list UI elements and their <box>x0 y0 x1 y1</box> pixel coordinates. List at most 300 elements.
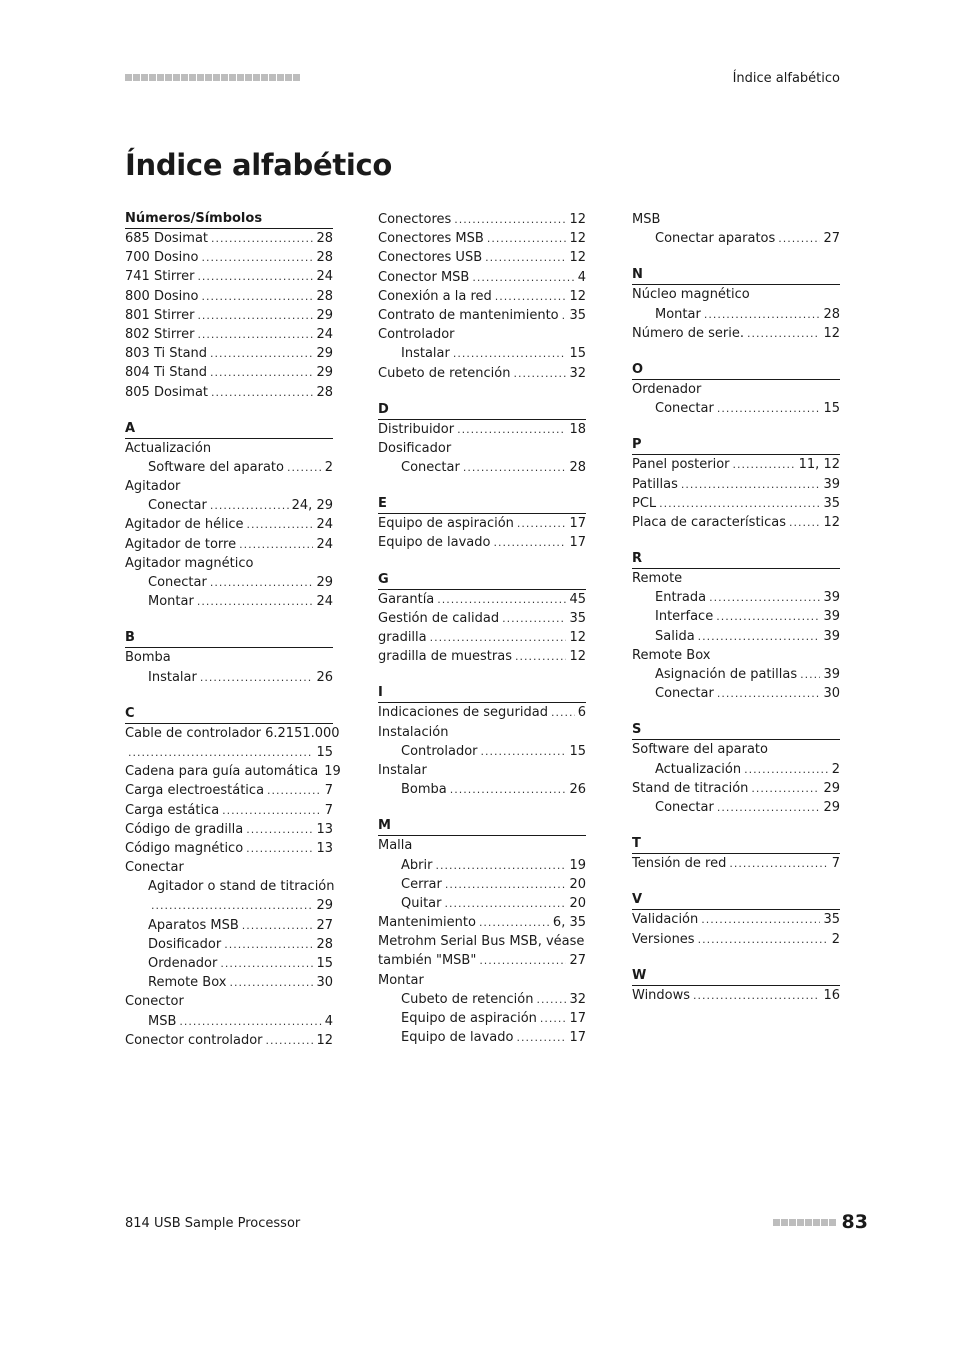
entry-page: 30 <box>316 975 333 991</box>
entry-page: 20 <box>569 895 586 911</box>
entry-term: Conectar <box>401 460 460 476</box>
entry-page: 29 <box>316 365 333 381</box>
index-entry <box>632 494 840 513</box>
entry-page: 27 <box>316 917 333 933</box>
entry-page: 17 <box>569 1011 586 1026</box>
index-entry <box>125 992 333 1011</box>
index-section <box>125 629 333 686</box>
entry-term: 803 Ti Stand <box>125 346 208 362</box>
entry-term: Aparatos MSB <box>148 917 239 933</box>
dot-leader <box>479 913 550 932</box>
entry-term: MSB <box>632 212 661 227</box>
entry-term: Remote Box <box>148 975 227 991</box>
entry-page: 2 <box>831 931 840 947</box>
index-section <box>632 210 840 248</box>
entry-page: 12 <box>569 231 586 247</box>
index-entry <box>125 267 333 286</box>
index-section <box>125 420 333 612</box>
index-section <box>378 495 586 552</box>
index-section <box>378 210 586 383</box>
dot-leader <box>562 306 567 325</box>
dot-leader <box>698 627 821 646</box>
index-entry <box>125 229 333 248</box>
entry-page: 32 <box>569 365 586 381</box>
index-section <box>632 967 840 1005</box>
section-heading: Números/Símbolos <box>125 210 333 229</box>
index-subentry <box>378 742 586 761</box>
entry-page: 7 <box>324 783 333 799</box>
section-heading: I <box>378 684 586 703</box>
index-entry <box>632 740 840 759</box>
dot-leader <box>717 684 821 703</box>
index-entry <box>125 554 333 573</box>
entry-page: 4 <box>577 269 586 285</box>
index-entry <box>378 590 586 609</box>
entry-term: Bomba <box>401 782 447 798</box>
index-section <box>378 401 586 478</box>
entry-term: Agitador magnético <box>125 555 254 571</box>
index-subentry <box>125 496 333 515</box>
dot-leader <box>516 1028 566 1047</box>
index-entry <box>125 383 333 402</box>
entry-page: 24 <box>316 517 333 533</box>
entry-page: 15 <box>569 743 586 759</box>
entry-page: 28 <box>569 460 586 476</box>
entry-term: Software del aparato <box>632 742 768 758</box>
entry-term: Actualización <box>125 440 212 456</box>
entry-page: 39 <box>823 609 840 625</box>
entry-page: 29 <box>316 898 333 914</box>
entry-term: Conexión a la red <box>378 288 492 304</box>
entry-page: 35 <box>569 307 586 323</box>
index-entry <box>125 1031 333 1050</box>
dot-leader <box>495 287 567 306</box>
entry-term: Entrada <box>655 590 707 606</box>
entry-term: Conector <box>125 994 184 1010</box>
dot-leader <box>701 910 820 929</box>
index-entry <box>632 380 840 399</box>
index-entry <box>632 779 840 798</box>
entry-term: Contrato de mantenimiento <box>378 307 559 323</box>
entry-term: Controlador <box>378 327 455 343</box>
dot-leader <box>210 573 314 592</box>
dot-leader <box>717 399 821 418</box>
entry-term: Dosificador <box>148 936 222 952</box>
entry-term: Controlador <box>401 743 478 759</box>
entry-page: 45 <box>569 591 586 607</box>
entry-term: Cubeto de retención <box>378 365 511 381</box>
section-heading: T <box>632 835 840 854</box>
index-section <box>632 550 840 703</box>
entry-page: 24 <box>316 269 333 285</box>
entry-page: 7 <box>831 856 840 872</box>
dot-leader <box>246 820 313 839</box>
entry-page: 39 <box>823 667 840 682</box>
index-entry <box>378 628 586 647</box>
index-entry <box>378 647 586 666</box>
entry-page: 2 <box>324 459 333 475</box>
entry-page: 19 <box>324 764 341 780</box>
index-entry <box>378 533 586 552</box>
entry-page: 4 <box>324 1013 333 1029</box>
entry-term: Conectar aparatos <box>655 231 776 247</box>
index-entry <box>632 324 840 343</box>
dot-leader <box>502 609 566 628</box>
index-entry <box>125 306 333 325</box>
section-heading: A <box>125 420 333 439</box>
page-number: 83 <box>841 1211 868 1233</box>
entry-page: 11, 12 <box>798 457 840 473</box>
index-section <box>632 361 840 418</box>
entry-page: 29 <box>823 780 840 796</box>
entry-term: Panel posterior <box>632 457 730 473</box>
entry-term: Bomba <box>125 650 171 666</box>
dot-leader <box>197 325 313 344</box>
page-title: Índice alfabético <box>125 148 393 182</box>
entry-term: Distribuidor <box>378 421 455 437</box>
entry-page: 28 <box>823 306 840 322</box>
index-entry <box>125 820 333 839</box>
entry-page: 6, 35 <box>552 915 586 931</box>
dot-leader <box>729 854 828 873</box>
index-subentry <box>125 973 333 992</box>
entry-term: Cadena para guía automática <box>125 764 319 780</box>
entry-term: Núcleo magnético <box>632 287 750 303</box>
dot-leader <box>445 894 567 913</box>
entry-term: Mantenimiento <box>378 915 476 931</box>
index-subentry <box>378 1028 586 1047</box>
entry-page: 12 <box>569 630 586 645</box>
entry-page: 29 <box>316 307 333 323</box>
dot-leader <box>210 363 313 382</box>
dot-leader <box>202 287 314 306</box>
dot-leader <box>246 839 313 858</box>
entry-term: Interface <box>655 609 714 625</box>
dot-leader <box>266 1031 314 1050</box>
entry-term: Remote Box <box>632 647 711 663</box>
dot-leader <box>709 588 820 607</box>
index-subentry <box>125 935 333 954</box>
entry-term: gradilla de muestras <box>378 649 512 665</box>
dot-leader <box>485 248 566 267</box>
index-entry <box>378 761 586 780</box>
footer-doc-title: 814 USB Sample Processor <box>125 1216 301 1231</box>
dot-leader <box>179 1012 321 1031</box>
entry-page: 28 <box>316 231 333 246</box>
entry-term: Cable de controlador 6.2151.000 <box>125 725 340 741</box>
section-heading: W <box>632 967 840 986</box>
entry-term: 800 Dosino <box>125 288 199 304</box>
entry-term: 804 Ti Stand <box>125 365 208 381</box>
index-entry <box>378 514 586 533</box>
entry-term: Stand de titración <box>632 780 749 796</box>
index-subentry <box>632 627 840 646</box>
dot-leader <box>789 513 820 532</box>
index-section <box>378 684 586 799</box>
entry-term: Conectores MSB <box>378 231 484 247</box>
entry-term: también "MSB" <box>378 953 477 969</box>
entry-page: 18 <box>569 421 586 437</box>
section-heading: N <box>632 266 840 285</box>
dot-leader <box>517 514 567 533</box>
index-subentry <box>125 1012 333 1031</box>
entry-term: Windows <box>632 987 691 1003</box>
entry-page: 29 <box>316 346 333 362</box>
entry-term: Agitador de torre <box>125 536 237 552</box>
entry-term: Conectar <box>148 498 207 514</box>
dot-leader <box>197 306 313 325</box>
index-subentry <box>125 954 333 973</box>
dot-leader <box>472 268 574 287</box>
index-entry <box>632 285 840 304</box>
section-heading: S <box>632 721 840 740</box>
section-heading: P <box>632 436 840 455</box>
entry-term: Conectar <box>655 686 714 702</box>
index-entry <box>378 210 586 229</box>
entry-page: 7 <box>324 802 333 818</box>
dot-leader <box>197 267 313 286</box>
dot-leader <box>210 496 289 515</box>
index-entry <box>378 836 586 855</box>
entry-term: Cubeto de retención <box>401 991 534 1007</box>
dot-leader <box>493 533 566 552</box>
index-subentry <box>632 399 840 418</box>
dot-leader <box>200 668 314 687</box>
dot-leader <box>681 475 821 494</box>
entry-term: Agitador <box>125 479 181 495</box>
index-entry <box>125 743 333 762</box>
index-subentry <box>632 684 840 703</box>
dot-leader <box>536 990 566 1009</box>
entry-term: Instalar <box>148 669 197 685</box>
entry-term: Código de gradilla <box>125 821 244 837</box>
index-entry <box>378 364 586 383</box>
entry-page: 17 <box>569 535 586 551</box>
entry-term: Conectar <box>125 860 184 876</box>
entry-term: Conectar <box>655 401 714 417</box>
index-entry <box>125 535 333 554</box>
index-subentry <box>632 798 840 817</box>
index-section <box>125 705 341 1050</box>
entry-term: Malla <box>378 838 413 854</box>
section-heading: G <box>378 571 586 590</box>
entry-page: 30 <box>823 686 840 702</box>
section-heading: C <box>125 705 333 724</box>
entry-page: 6 <box>577 705 586 721</box>
entry-term: Número de serie. <box>632 325 745 341</box>
entry-page: 39 <box>823 628 840 644</box>
index-entry <box>125 325 333 344</box>
entry-page: 17 <box>569 1030 586 1046</box>
dot-leader <box>435 856 566 875</box>
dot-leader <box>717 798 821 817</box>
index-entry <box>378 325 586 344</box>
header-decoration <box>125 74 300 81</box>
index-subentry <box>378 1009 586 1028</box>
entry-term: Montar <box>655 306 701 322</box>
index-entry <box>632 854 840 873</box>
entry-page: 28 <box>316 250 333 266</box>
entry-page: 13 <box>316 821 333 837</box>
index-entry <box>378 971 586 990</box>
index-entry <box>632 910 840 929</box>
entry-term: Placa de características <box>632 514 787 530</box>
index-entry <box>378 420 586 439</box>
entry-page: 28 <box>316 936 333 952</box>
entry-page: 19 <box>569 857 586 873</box>
entry-term: Actualización <box>655 761 742 777</box>
entry-term: Metrohm Serial Bus MSB, véase <box>378 934 585 950</box>
entry-term: Validación <box>632 912 699 928</box>
entry-term: 700 Dosino <box>125 250 199 266</box>
dot-leader <box>513 364 566 383</box>
dot-leader <box>693 986 820 1005</box>
index-entry <box>125 801 333 820</box>
dot-leader <box>445 875 567 894</box>
entry-page: 12 <box>569 212 586 227</box>
entry-page: 24, 29 <box>291 498 333 514</box>
section-heading: O <box>632 361 840 380</box>
index-entry <box>378 439 586 458</box>
entry-term: Ordenador <box>632 381 702 397</box>
dot-leader <box>202 248 314 267</box>
index-entry <box>378 229 586 248</box>
index-entry <box>632 475 840 494</box>
entry-term: Conector MSB <box>378 269 470 285</box>
entry-page: 28 <box>316 288 333 304</box>
index-subentry <box>125 877 333 896</box>
entry-term: Conectores USB <box>378 250 483 266</box>
dot-leader <box>430 628 567 647</box>
index-entry <box>125 858 333 877</box>
index-subentry <box>632 305 840 324</box>
dot-leader <box>698 930 829 949</box>
dot-leader <box>463 458 567 477</box>
entry-term: Indicaciones de seguridad <box>378 705 548 721</box>
entry-term: Conectar <box>148 575 207 590</box>
dot-leader <box>211 383 313 402</box>
entry-term: 741 Stirrer <box>125 269 195 285</box>
index-entry <box>378 913 586 932</box>
entry-term: Conector controlador <box>125 1032 263 1048</box>
entry-term: PCL <box>632 495 657 511</box>
dot-leader <box>229 973 313 992</box>
index-subentry <box>378 780 586 799</box>
entry-term: MSB <box>148 1013 177 1029</box>
entry-page: 2 <box>831 761 840 777</box>
dot-leader <box>151 896 313 915</box>
index-subentry <box>125 668 333 687</box>
index-entry <box>378 609 586 628</box>
dot-leader <box>751 779 820 798</box>
entry-page: 12 <box>823 514 840 530</box>
entry-page: 12 <box>316 1032 333 1048</box>
index-entry <box>632 646 840 665</box>
entry-page: 35 <box>569 610 586 626</box>
index-section <box>632 436 840 532</box>
index-section <box>632 266 840 343</box>
index-subentry <box>632 760 840 779</box>
index-section <box>125 210 333 402</box>
entry-term: Carga estática <box>125 802 220 818</box>
index-subentry <box>125 458 333 477</box>
index-entry <box>632 455 840 474</box>
dot-leader <box>450 780 567 799</box>
entry-page: 32 <box>569 991 586 1007</box>
dot-leader <box>437 590 566 609</box>
index-subentry <box>378 875 586 894</box>
index-subentry <box>125 896 333 915</box>
entry-page: 39 <box>823 590 840 606</box>
index-section <box>378 817 586 1047</box>
entry-term: Código magnético <box>125 840 244 856</box>
index-entry <box>125 439 333 458</box>
index-column-3 <box>632 210 840 1023</box>
index-subentry <box>632 607 840 626</box>
dot-leader <box>222 801 322 820</box>
dot-leader <box>454 210 566 229</box>
dot-leader <box>128 743 313 762</box>
index-subentry <box>378 856 586 875</box>
index-subentry <box>378 894 586 913</box>
entry-term: Equipo de aspiración <box>378 516 514 532</box>
index-entry <box>125 515 333 534</box>
index-entry <box>632 210 840 229</box>
entry-page: 15 <box>316 744 333 760</box>
section-heading: E <box>378 495 586 514</box>
entry-term: Conectar <box>655 799 714 815</box>
index-entry <box>125 363 333 382</box>
index-entry <box>632 986 840 1005</box>
dot-leader <box>481 742 567 761</box>
index-section <box>632 721 840 817</box>
index-entry <box>125 648 333 667</box>
index-entry <box>378 306 586 325</box>
dot-leader <box>267 781 322 800</box>
footer-decoration <box>773 1219 836 1226</box>
dot-leader <box>744 760 829 779</box>
entry-term: Equipo de aspiración <box>401 1011 537 1026</box>
index-entry <box>378 932 586 951</box>
index-section <box>378 571 586 667</box>
entry-page: 29 <box>823 799 840 815</box>
entry-term: Versiones <box>632 931 695 947</box>
dot-leader <box>733 455 796 474</box>
entry-term: gradilla <box>378 630 427 645</box>
entry-term: 805 Dosimat <box>125 384 209 400</box>
dot-leader <box>778 229 820 248</box>
section-heading: V <box>632 891 840 910</box>
index-subentry <box>378 344 586 363</box>
dot-leader <box>453 344 567 363</box>
entry-term: Patillas <box>632 476 678 492</box>
entry-page: 35 <box>823 495 840 511</box>
entry-page: 24 <box>316 594 333 610</box>
index-entry <box>378 287 586 306</box>
entry-term: Cerrar <box>401 876 442 892</box>
entry-term: Asignación de patillas <box>655 667 798 682</box>
entry-page: 15 <box>823 401 840 417</box>
entry-term: Abrir <box>401 857 433 873</box>
entry-page: 28 <box>316 384 333 400</box>
dot-leader <box>247 515 314 534</box>
entry-term: Salida <box>655 628 695 644</box>
index-entry <box>378 268 586 287</box>
entry-term: Instalar <box>401 346 450 362</box>
index-subentry <box>378 990 586 1009</box>
index-entry <box>632 930 840 949</box>
entry-term: Ordenador <box>148 956 218 971</box>
